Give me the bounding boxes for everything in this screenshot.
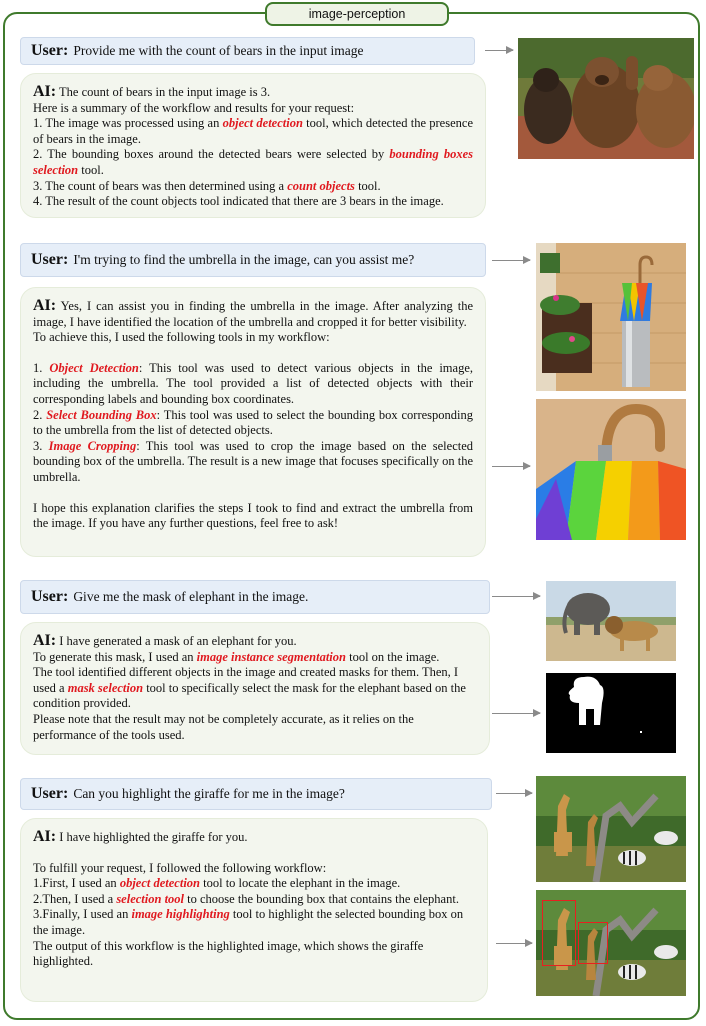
tool-name: Select Bounding Box (46, 407, 157, 422)
ai-label: AI: (33, 632, 57, 649)
tool-name: mask selection (67, 680, 144, 695)
ai-label: AI: (33, 828, 57, 845)
workflow-step-3: 3. The count of bears was then determined using a count objects tool. (33, 178, 381, 193)
user-message-2 (20, 243, 486, 277)
user-label: User: (31, 588, 69, 605)
user-label: User: (31, 42, 69, 59)
highlighted-giraffe-image (536, 890, 686, 996)
arrow-connector (485, 50, 513, 51)
arrow-connector (492, 713, 540, 714)
workflow-step-3: 3.Finally, I used an image highlighting tool to highlight the selected bounding box on the image. (33, 907, 464, 937)
workflow-step-1: 1.First, I used an object detection tool to locate the elephant in the image. (33, 876, 401, 891)
ai-line: To achieve this, I used the following tools in my workflow: (33, 330, 330, 345)
elephant-lion-image (546, 581, 676, 661)
giraffe-bounding-box (578, 922, 608, 964)
user-label: User: (31, 251, 69, 268)
user-text: Provide me with the count of bears in the input image (73, 43, 364, 58)
workflow-step-3: 3. Image Cropping: This tool was used to crop the image based on the selected bounding box of the umbrella. The result is a new image that focuses specifically on the umbrella. (33, 438, 474, 484)
workflow-step-2: 2. The bounding boxes around the detected bears were selected by bounding boxes selection tool. (33, 147, 473, 177)
user-text: I'm trying to find the umbrella in the image, can you assist me? (73, 252, 415, 267)
tool-name: image instance segmentation (196, 649, 346, 664)
user-label: User: (31, 785, 69, 802)
user-message-4 (20, 778, 492, 810)
workflow-step-1: 1. The image was processed using an object detection tool, which detected the presence of bears in the image. (33, 116, 473, 146)
ai-lead-text: I have highlighted the giraffe for you. (59, 830, 248, 844)
user-text: Give me the mask of elephant in the image. (73, 589, 309, 604)
tool-name: selection tool (116, 891, 185, 906)
arrow-connector (492, 260, 530, 261)
user-message-1 (20, 37, 475, 65)
ai-closing: The output of this workflow is the highlighted image, which shows the giraffe highlighted. (33, 938, 424, 969)
ai-lead (33, 829, 475, 846)
umbrella-scene-image (536, 243, 686, 391)
ai-response-3 (20, 622, 490, 755)
elephant-mask-image (546, 673, 676, 753)
workflow-step-1: To generate this mask, I used an image instance segmentation tool on the image. (33, 649, 440, 664)
ai-lead-text: Yes, I can assist you in finding the umbrella in the image. After analyzing the image, I have identified the location of the umbrella and cropped it for better visibility. (33, 299, 473, 329)
giraffe-image (536, 776, 686, 882)
cropped-umbrella-image (536, 399, 686, 540)
user-message-3 (20, 580, 490, 614)
ai-lead-text: I have generated a mask of an elephant for you. (59, 634, 297, 648)
giraffe-bounding-box (542, 900, 576, 966)
section-tab: image-perception (265, 2, 449, 26)
workflow-step-2: 2. Select Bounding Box: This tool was used to select the bounding box corresponding to the umbrella from the list of detected objects. (33, 407, 474, 438)
arrow-connector (492, 596, 540, 597)
ai-response-2 (20, 287, 486, 557)
ai-closing: Please note that the result may not be completely accurate, as it relies on the performance of the tools used. (33, 711, 414, 742)
user-text: Can you highlight the giraffe for me in the image? (73, 786, 345, 801)
tool-name: bounding boxes selection (33, 147, 473, 177)
arrow-connector (492, 466, 530, 467)
ai-label: AI: (33, 83, 57, 100)
ai-closing: I hope this explanation clarifies the steps I took to find and extract the umbrella from the image. If you have any further questions, feel free to ask! (33, 500, 473, 531)
bears-image (518, 38, 694, 159)
workflow-step-2: 2.Then, I used a selection tool to choose the bounding box that contains the elephant. (33, 891, 459, 906)
tool-name: object detection (119, 876, 200, 891)
ai-label: AI: (33, 297, 57, 314)
ai-lead-text: The count of bears in the input image is 3. (59, 85, 271, 99)
ai-lead (33, 84, 473, 101)
tool-name: object detection (222, 116, 303, 131)
tool-name: image highlighting (131, 907, 230, 922)
workflow-step-4: 4. The result of the count objects tool indicated that there are 3 bears in the image. (33, 194, 444, 209)
workflow-step-1: 1. Object Detection: This tool was used to detect various objects in the image, including the umbrella. The tool provided a list of detected objects with their corresponding labels and bounding box coordinates. (33, 360, 473, 406)
ai-response-1 (20, 73, 486, 218)
ai-line: To fulfill your request, I followed the following workflow: (33, 860, 327, 875)
ai-lead (33, 633, 477, 650)
ai-line: Here is a summary of the workflow and results for your request: (33, 100, 355, 115)
tool-name: Object Detection (49, 360, 139, 375)
arrow-connector (496, 793, 532, 794)
ai-lead (33, 298, 473, 330)
tool-name: Image Cropping (48, 438, 137, 453)
ai-response-4 (20, 818, 488, 1002)
tool-name: count objects (287, 178, 355, 193)
workflow-step-2: The tool identified different objects in the image and created masks for them. Then, I used a mask selection tool to specifically select the mask for the elephant based on the condition provided. (33, 665, 466, 711)
arrow-connector (496, 943, 532, 944)
